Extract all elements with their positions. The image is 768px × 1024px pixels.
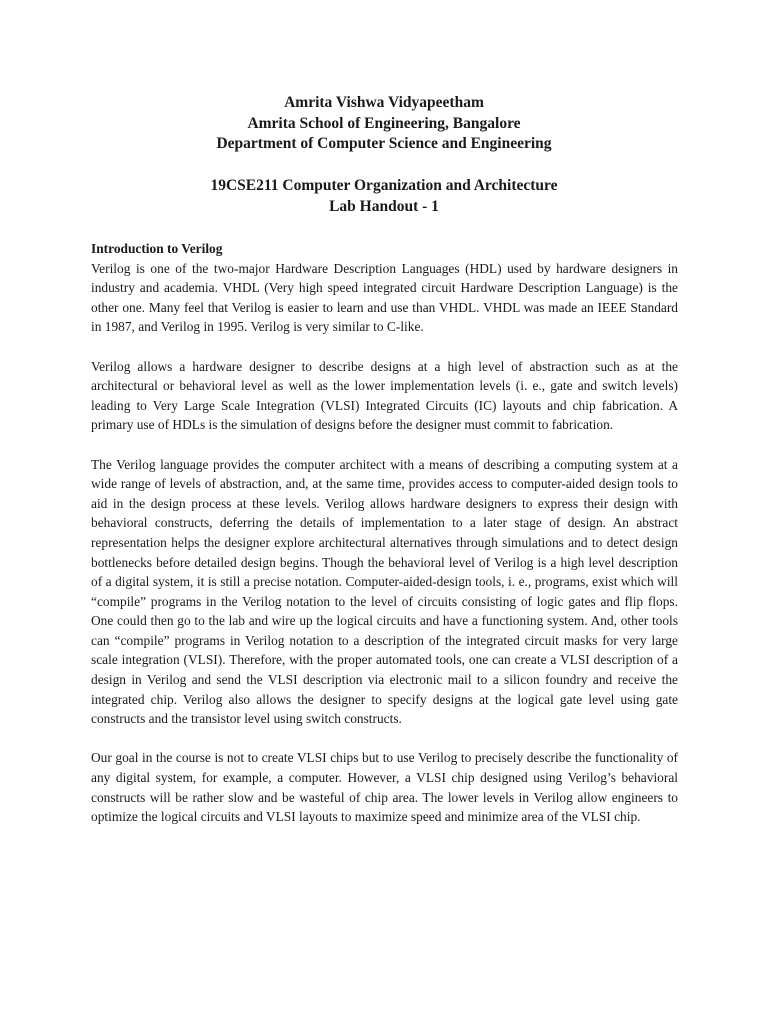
paragraph-1: Verilog is one of the two-major Hardware Description Languages (HDL) used by hardware designers in industry and academia. VHDL (Very high speed integrated circuit Hardware Description Language) is the other one. Many feel that Verilog is easier to learn and use than VHDL. VHDL was made an IEEE Standard in 1987, and Verilog in 1995. Verilog is very similar to C-like. <box>91 260 678 335</box>
section-heading: Introduction to Verilog <box>91 241 223 256</box>
document-body <box>91 239 678 846</box>
institution-header <box>0 93 768 155</box>
paragraph-4: Our goal in the course is not to create VLSI chips but to use Verilog to precisely describe the functionality of any digital system, for example, a computer. However, a VLSI chip designed using Verilog’s behavioral constructs will be rather slow and be wasteful of chip area. The lower levels in Verilog allow engineers to optimize the logical circuits and VLSI layouts to maximize speed and minimize area of the VLSI chip. <box>91 750 678 825</box>
paragraph-3: The Verilog language provides the computer architect with a means of describing a computing system at a wide range of levels of abstraction, and, at the same time, provides access to computer-aided design tools to aid in the design process at these levels. Verilog allows hardware designers to express their design with behavioral constructs, deferring the details of implementation to a later stage of design. An abstract representation helps the designer explore architectural alternatives through simulations and to detect design bottlenecks before detailed design begins. Though the behavioral level of Verilog is a high level description of a digital system, it is still a precise notation. Computer-aided-design tools, i. e., programs, exist which will “compile” programs in the Verilog notation to the level of circuits consisting of logic gates and flip flops. One could then go to the lab and wire up the logical circuits and have a functioning system. And, other tools can “compile” programs in Verilog notation to a description of the integrated circuit masks for very large scale integration (VLSI). Therefore, with the proper automated tools, one can create a VLSI description of a design in Verilog and send the VLSI description via electronic mail to a silicon foundry and receive the integrated chip. Verilog also allows the designer to specify designs at the logical gate level using gate constructs and the transistor level using switch constructs. <box>91 456 678 727</box>
paragraph-2: Verilog allows a hardware designer to describe designs at a high level of abstraction such as at the architectural or behavioral level as well as the lower implementation levels (i. e., gate and switch levels) leading to Very Large Scale Integration (VLSI) Integrated Circuits (IC) layouts and chip fabrication. A primary use of HDLs is the simulation of designs before the designer must commit to fabrication. <box>91 358 678 433</box>
department-name: Department of Computer Science and Engineering <box>216 135 552 152</box>
school-name: Amrita School of Engineering, Bangalore <box>247 114 521 132</box>
course-title: 19CSE211 Computer Organization and Architecture <box>210 177 558 194</box>
university-name: Amrita Vishwa Vidyapeetham <box>284 94 484 111</box>
handout-title: Lab Handout - 1 <box>329 197 439 215</box>
course-header <box>0 176 768 217</box>
